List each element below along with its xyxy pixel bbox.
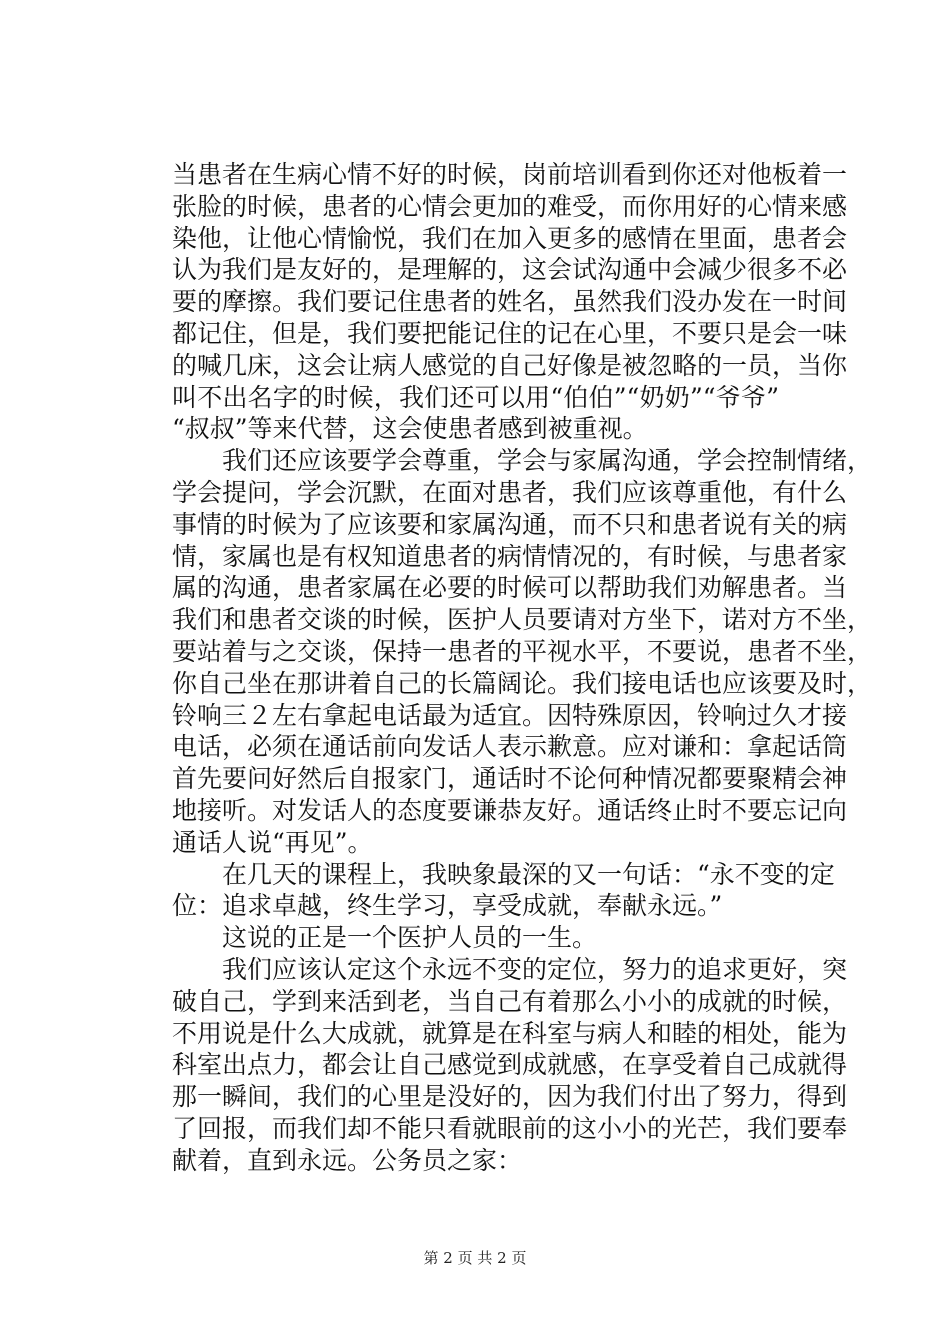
text-line: 我们和患者交谈的时候，医护人员要请对方坐下，诺对方不坐， [172,605,873,635]
text-line: 这说的正是一个医护人员的一生。 [172,923,598,953]
text-line: 要站着与之交谈，保持一患者的平视水平，不要说，患者不坐， [172,636,873,666]
text-line: 属的沟通，患者家属在必要的时候可以帮助我们劝解患者。当 [172,573,848,603]
text-line: 都记住，但是，我们要把能记住的记在心里，不要只是会一味 [172,318,848,348]
text-line: 当患者在生病心情不好的时候，岗前培训看到你还对他板着一 [172,160,848,189]
text-line: 情，家属也是有权知道患者的病情情况的，有时候，与患者家 [172,541,848,571]
document-body [172,159,873,1177]
text-line: 首先要问好然后自报家门，通话时不论何种情况都要聚精会神 [172,764,848,794]
text-line: 不用说是什么大成就，就算是在科室与病人和睦的相处，能为 [172,1018,848,1048]
text-line: 学会提问，学会沉默，在面对患者，我们应该尊重他，有什么 [172,477,848,507]
text-line: 铃响三２左右拿起电话最为适宜。因特殊原因，铃响过久才接 [172,700,848,730]
text-line: 叫不出名字的时候，我们还可以用“伯伯”“奶奶”“爷爷” [172,382,779,412]
text-line: 染他，让他心情愉悦，我们在加入更多的感情在里面，患者会 [172,223,848,253]
text-line: 的喊几床，这会让病人感觉的自己好像是被忽略的一员，当你 [172,350,848,380]
text-line: 了回报，而我们却不能只看就眼前的这小小的光芒，我们要奉 [172,1113,848,1143]
text-line: 通话人说“再见”。 [172,827,373,857]
text-line: 地接听。对发话人的态度要谦恭友好。通话终止时不要忘记向 [172,795,848,825]
text-line: “叔叔”等来代替，这会使患者感到被重视。 [172,414,648,444]
text-line: 电话，必须在通话前向发话人表示歉意。应对谦和：拿起话筒 [172,732,848,762]
page-footer: 第 2 页 共 2 页 [423,1249,527,1267]
text-line: 在几天的课程上，我映象最深的又一句话：“永不变的定 [172,859,835,889]
text-line: 事情的时候为了应该要和家属沟通，而不只和患者说有关的病 [172,509,848,539]
text-line: 科室出点力，都会让自己感觉到成就感，在享受着自己成就得 [172,1050,848,1080]
text-line: 那一瞬间，我们的心里是没好的，因为我们付出了努力，得到 [172,1082,848,1112]
text-line: 你自己坐在那讲着自己的长篇阔论。我们接电话也应该要及时， [172,668,873,698]
text-line: 认为我们是友好的，是理解的，这会试沟通中会减少很多不必 [172,255,848,285]
text-line: 要的摩擦。我们要记住患者的姓名，虽然我们没办发在一时间 [172,287,848,317]
text-line: 张脸的时候，患者的心情会更加的难受，而你用好的心情来感 [172,191,848,221]
text-line: 我们还应该要学会尊重，学会与家属沟通，学会控制情绪， [172,446,873,476]
text-line: 我们应该认定这个永远不变的定位，努力的追求更好，突 [172,954,848,984]
text-line: 破自己，学到来活到老，当自己有着那么小小的成就的时候， [172,986,848,1016]
text-line: 位：追求卓越，终生学习，享受成就，奉献永远。” [172,891,723,921]
text-line: 献着，直到永远。公务员之家： [172,1145,523,1175]
